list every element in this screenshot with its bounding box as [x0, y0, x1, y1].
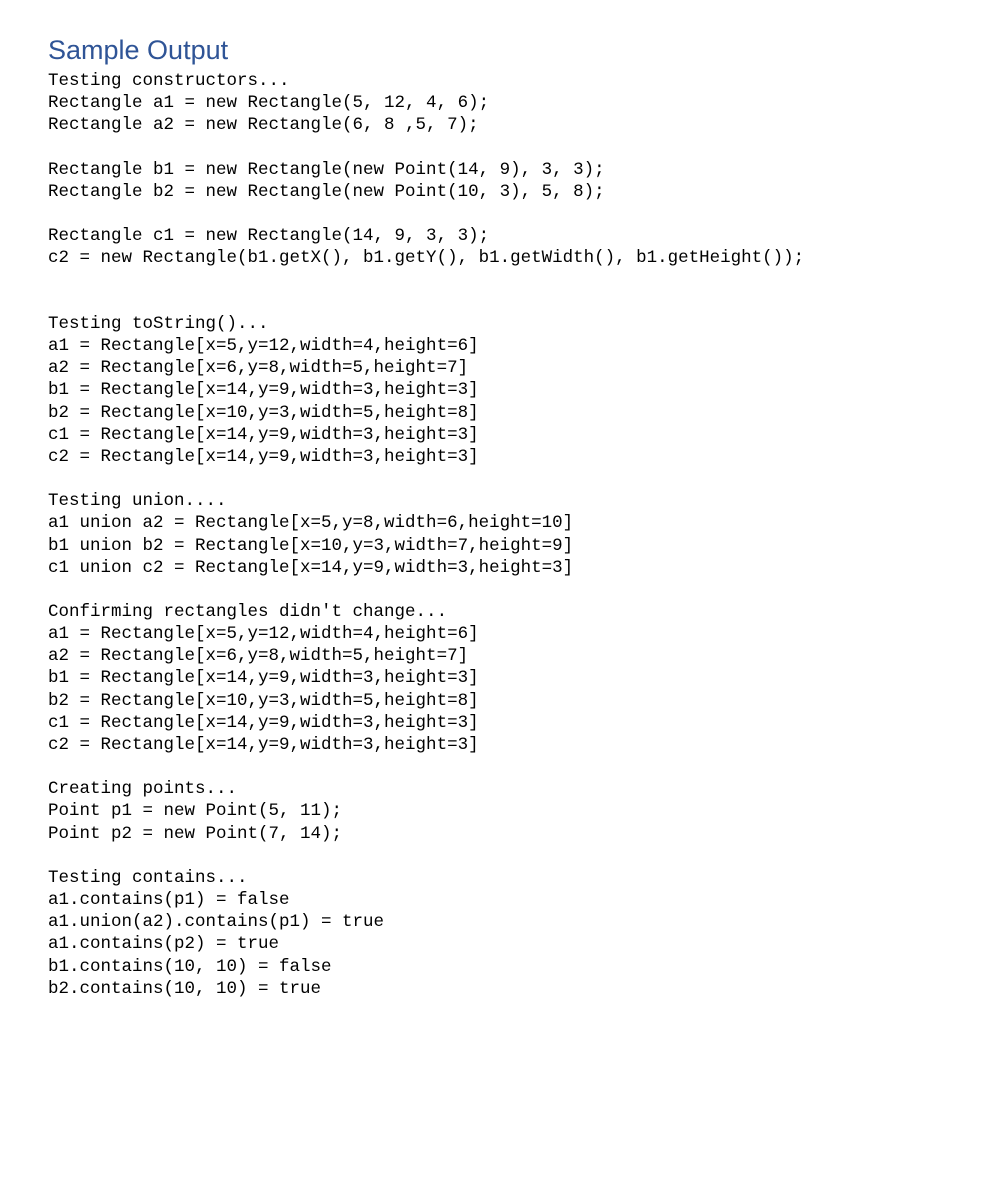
section-constructors-c — [48, 225, 948, 269]
code-line: c1 = Rectangle[x=14,y=9,width=3,height=3] — [48, 712, 479, 733]
section-constructors-a — [48, 70, 948, 137]
code-line: a1.contains(p2) = true — [48, 934, 280, 955]
document-title: Sample Output — [48, 35, 229, 65]
code-line: Testing constructors... — [48, 71, 290, 91]
code-line: b1 union b2 = Rectangle[x=10,y=3,width=7,height=9] — [48, 535, 574, 556]
code-line: a1 union a2 = Rectangle[x=5,y=8,width=6,height=10] — [48, 513, 574, 534]
code-line: a1.union(a2).contains(p1) = true — [48, 912, 385, 933]
section-tostring — [48, 313, 948, 468]
spacer — [48, 468, 948, 490]
code-line: Testing union.... — [48, 491, 227, 512]
code-line: c2 = Rectangle[x=14,y=9,width=3,height=3] — [48, 735, 479, 755]
section-confirming — [48, 601, 948, 756]
code-line: b1 = Rectangle[x=14,y=9,width=3,height=3] — [48, 668, 479, 689]
code-line: Rectangle b1 = new Rectangle(new Point(14, 9), 3, 3); — [48, 159, 605, 180]
code-line: b1 = Rectangle[x=14,y=9,width=3,height=3] — [48, 380, 479, 401]
code-line: Rectangle b2 = new Rectangle(new Point(10, 3), 5, 8); — [48, 181, 605, 202]
code-line: Point p2 = new Point(7, 14); — [48, 823, 343, 844]
code-line: Rectangle a2 = new Rectangle(6, 8 ,5, 7); — [48, 115, 479, 136]
section-points — [48, 778, 948, 845]
code-line: a1 = Rectangle[x=5,y=12,width=4,height=6] — [48, 336, 479, 356]
code-line: Confirming rectangles didn't change... — [48, 601, 448, 622]
code-line: b1.contains(10, 10) = false — [48, 956, 332, 977]
code-line: Point p1 = new Point(5, 11); — [48, 801, 343, 822]
code-line: a1 = Rectangle[x=5,y=12,width=4,height=6] — [48, 624, 479, 645]
document-page — [48, 33, 948, 1000]
spacer — [48, 137, 948, 159]
spacer — [48, 845, 948, 867]
spacer — [48, 269, 948, 313]
section-contains — [48, 867, 948, 1000]
code-line: c2 = Rectangle[x=14,y=9,width=3,height=3] — [48, 446, 479, 467]
spacer — [48, 756, 948, 778]
code-line: b2.contains(10, 10) = true — [48, 978, 322, 999]
section-union — [48, 490, 948, 579]
code-line: Rectangle a1 = new Rectangle(5, 12, 4, 6); — [48, 93, 490, 114]
code-line: a2 = Rectangle[x=6,y=8,width=5,height=7] — [48, 358, 469, 379]
code-line: c2 = new Rectangle(b1.getX(), b1.getY(), b1.getWidth(), b1.getHeight()); — [48, 248, 805, 269]
code-line: b2 = Rectangle[x=10,y=3,width=5,height=8] — [48, 402, 479, 423]
code-line: c1 = Rectangle[x=14,y=9,width=3,height=3] — [48, 424, 479, 445]
code-line: a2 = Rectangle[x=6,y=8,width=5,height=7] — [48, 646, 469, 667]
code-line: c1 union c2 = Rectangle[x=14,y=9,width=3,height=3] — [48, 557, 574, 578]
spacer — [48, 579, 948, 601]
code-line: Creating points... — [48, 779, 238, 800]
code-line: Testing contains... — [48, 867, 248, 888]
code-line: a1.contains(p1) = false — [48, 889, 290, 910]
spacer — [48, 203, 948, 225]
code-line: Rectangle c1 = new Rectangle(14, 9, 3, 3); — [48, 225, 490, 246]
section-constructors-b — [48, 159, 948, 203]
code-line: Testing toString()... — [48, 313, 269, 334]
code-line: b2 = Rectangle[x=10,y=3,width=5,height=8] — [48, 690, 479, 711]
